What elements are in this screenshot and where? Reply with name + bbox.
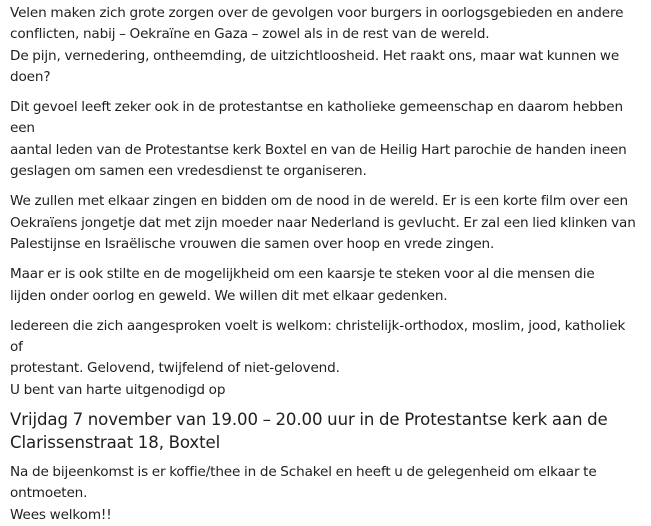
text-line: ontmoeten. bbox=[10, 485, 88, 502]
text-line: De pijn, vernedering, ontheemding, de uitzichtloosheid. Het raakt ons, maar wat kunnen we bbox=[10, 47, 620, 64]
heading-line: Clarissenstraat 18, Boxtel bbox=[10, 433, 221, 453]
text-line: protestant. Gelovend, twijfelend of niet-gelovend. bbox=[10, 360, 340, 377]
text-line: Velen maken zich grote zorgen over de gevolgen voor burgers in oorlogsgebieden en andere bbox=[10, 5, 624, 21]
invitation-paragraph bbox=[10, 316, 640, 401]
text-line: Maar er is ook stilte en de mogelijkheid om een kaarsje te steken voor al die mensen die bbox=[10, 266, 595, 283]
text-line: geslagen om samen een vredesdienst te organiseren. bbox=[10, 163, 367, 180]
text-line: conflicten, nabij – Oekraïne en Gaza – zowel als in de rest van de wereld. bbox=[10, 26, 490, 43]
text-line: Iedereen die zich aangesproken voelt is welkom: christelijk-orthodox, moslim, jood, katholiek of bbox=[10, 317, 626, 356]
text-line: U bent van harte uitgenodigd op bbox=[10, 381, 226, 398]
text-line: Palestijnse en Israëlische vrouwen die samen over hoop en vrede zingen. bbox=[10, 235, 495, 252]
text-line: doen? bbox=[10, 68, 51, 85]
closing-paragraph bbox=[10, 462, 640, 526]
silence-paragraph bbox=[10, 264, 640, 307]
text-line: aantal leden van de Protestantse kerk Boxtel en van de Heilig Hart parochie de handen ineen bbox=[10, 141, 627, 158]
text-line: We zullen met elkaar zingen en bidden om de nood in de wereld. Er is een korte film over een bbox=[10, 193, 628, 210]
community-paragraph bbox=[10, 97, 640, 182]
text-line: lijden onder oorlog en geweld. We willen dit met elkaar gedenken. bbox=[10, 287, 448, 304]
text-line: Oekraïens jongetje dat met zijn moeder naar Nederland is gevlucht. Er zal een lied klinken van bbox=[10, 214, 636, 231]
event-heading bbox=[10, 408, 640, 454]
program-paragraph bbox=[10, 191, 640, 255]
text-line: Wees welkom!! bbox=[10, 506, 112, 523]
intro-paragraph bbox=[10, 3, 640, 88]
text-line: Dit gevoel leeft zeker ook in de protestantse en katholieke gemeenschap en daarom hebben een bbox=[10, 99, 623, 137]
heading-line: Vrijdag 7 november van 19.00 – 20.00 uur in de Protestantse kerk aan de bbox=[10, 410, 608, 430]
article-body bbox=[10, 3, 640, 526]
text-line: Na de bijeenkomst is er koffie/thee in de Schakel en heeft u de gelegenheid om elkaar te bbox=[10, 464, 597, 481]
